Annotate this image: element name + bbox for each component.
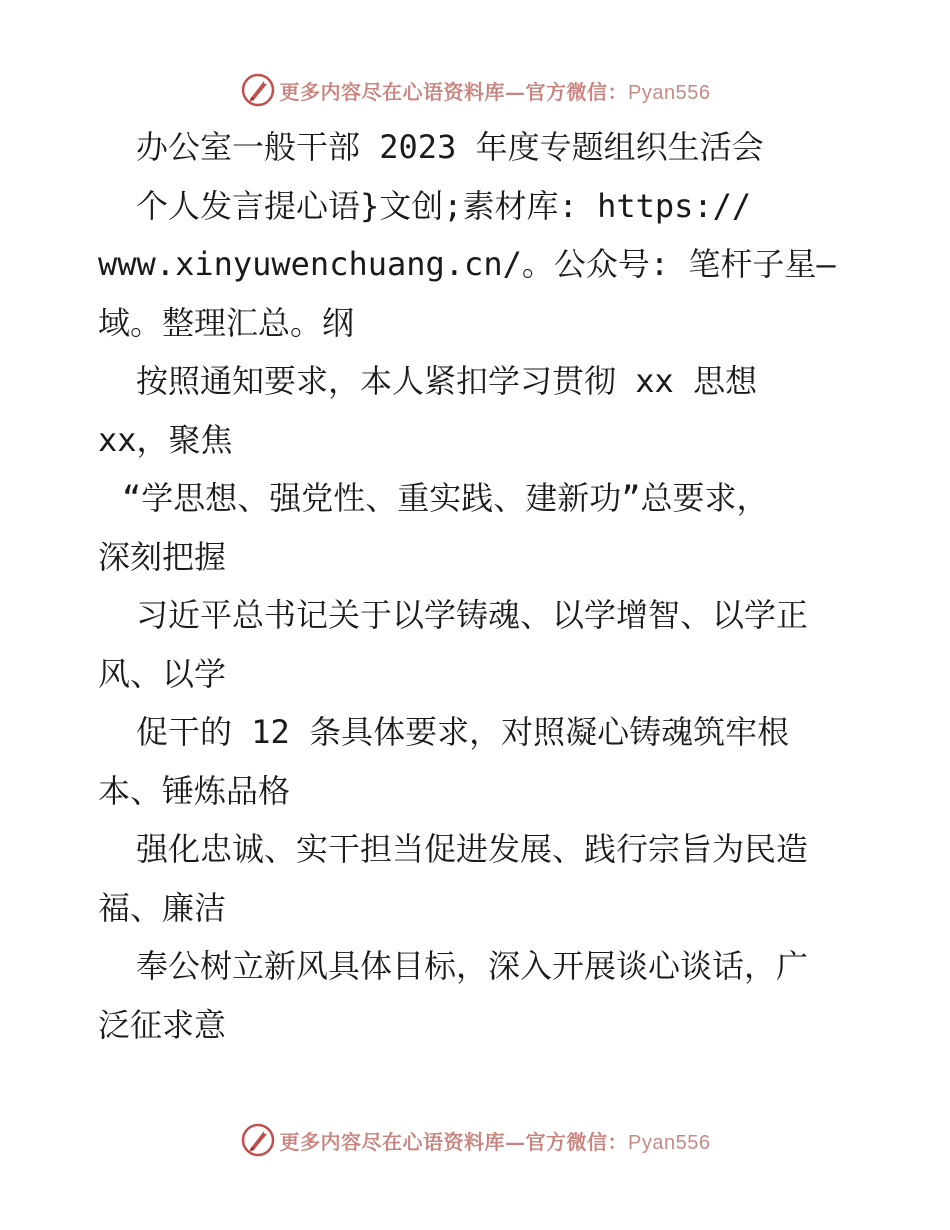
text-line: 个人发言提心语}文创;素材库: https:// (136, 186, 752, 225)
text-line: 风、以学 (98, 654, 227, 693)
text-line: xx，聚焦 (98, 420, 233, 459)
text-line: 本、锤炼品格 (98, 771, 291, 810)
pen-logo-icon (240, 1122, 276, 1158)
text-line: 域。整理汇总。纲 (98, 303, 355, 342)
text-line: 深刻把握 (98, 537, 227, 576)
text-line: 强化忠诚、实干担当促进发展、践行宗旨为民造 (136, 830, 809, 868)
text-line: 福、廉洁 (98, 888, 227, 927)
text-line: 习近平总书记关于以学铸魂、以学增智、以学正 (136, 596, 809, 634)
text-line: 奉公树立新风具体目标，深入开展谈心谈话，广 (136, 947, 809, 985)
header-watermark (0, 70, 950, 110)
text-line: www.xinyuwenchuang.cn/。公众号: 笔杆子星— (98, 245, 836, 283)
watermark-text: 更多内容尽在心语资料库—官方微信：Pyan556 (279, 79, 711, 104)
document-body (98, 118, 868, 1054)
text-line: “学思想、强党性、重实践、建新功”总要求， (122, 479, 769, 517)
footer-watermark (0, 1120, 950, 1160)
text-line: 办公室一般干部 2023 年度专题组织生活会 (136, 128, 764, 166)
text-line: 按照通知要求，本人紧扣学习贯彻 xx 思想 (136, 362, 758, 400)
watermark-text: 更多内容尽在心语资料库—官方微信：Pyan556 (279, 1129, 711, 1154)
text-line: 泛征求意 (98, 1005, 227, 1044)
text-line: 促干的 12 条具体要求，对照凝心铸魂筑牢根 (136, 713, 790, 751)
pen-logo-icon (240, 72, 276, 108)
